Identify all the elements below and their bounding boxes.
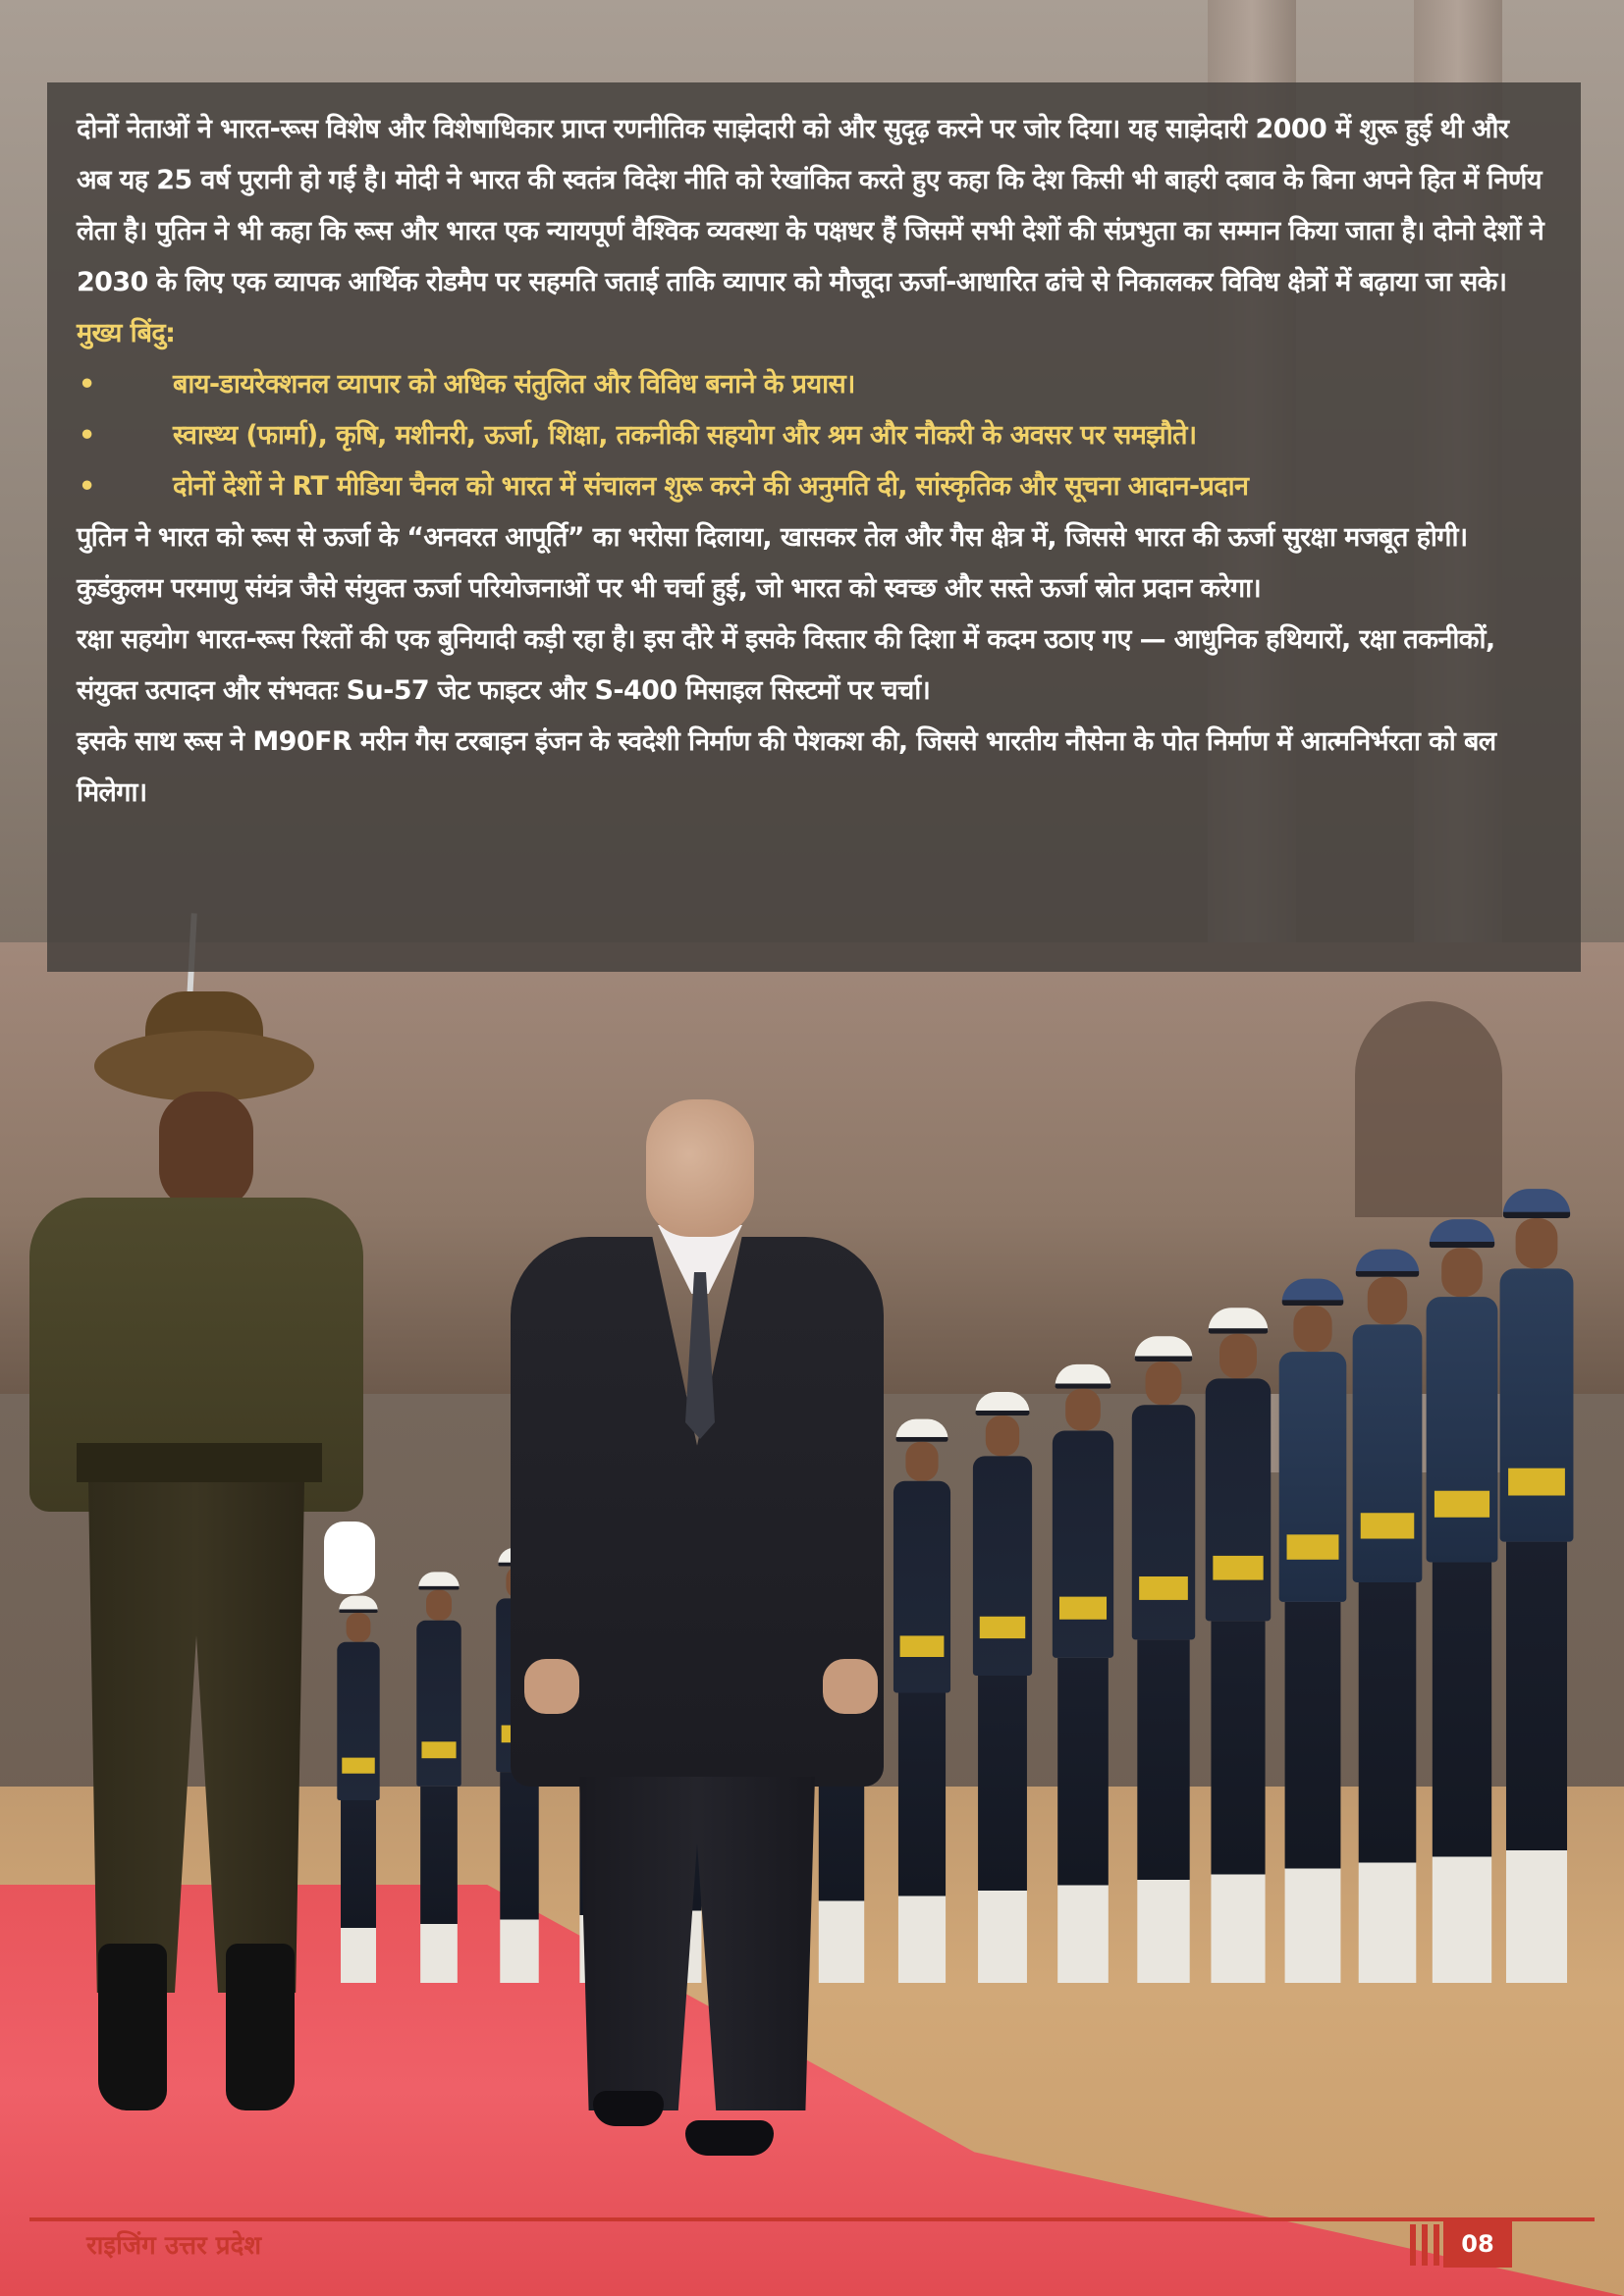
page-number: 08: [1443, 2220, 1512, 2268]
bullet-icon: •: [79, 420, 95, 451]
key-point-item: • बाय-डायरेक्शनल व्यापार को अधिक संतुलित और विविध बनाने के प्रयास।: [77, 359, 1551, 410]
navy-engine-paragraph: इसके साथ रूस ने M90FR मरीन गैस टरबाइन इंजन के स्वदेशी निर्माण की पेशकश की, जिससे भारतीय नौसेना के पोत निर्माण में आत्मनिर्भरता को बल मिलेगा।: [77, 726, 1496, 808]
key-point-item: • स्वास्थ्य (फार्मा), कृषि, मशीनरी, ऊर्जा, शिक्षा, तकनीकी सहयोग और श्रम और नौकरी के अवसर पर समझौते।: [77, 410, 1551, 461]
guard-figure: [1132, 1336, 1195, 1983]
guard-figure: [1427, 1219, 1498, 1983]
white-glove: [324, 1522, 375, 1594]
bullet-icon: •: [79, 471, 95, 502]
tie: [685, 1272, 715, 1439]
bullet-icon: •: [79, 369, 95, 400]
guard-figure: [1053, 1364, 1113, 1983]
guard-figure: [973, 1392, 1032, 1983]
energy-paragraph: पुतिन ने भारत को रूस से ऊर्जा के “अनवरत आपूर्ति” का भरोसा दिलाया, खासकर तेल और गैस क्षेत्र में, जिससे भारत की ऊर्जा सुरक्षा मजबूत होगी।: [77, 522, 1468, 553]
key-points-list: [77, 359, 1551, 512]
footer-stripe: [1422, 2224, 1428, 2266]
article-text-panel: [47, 82, 1581, 972]
guard-figure: [1279, 1279, 1347, 1983]
footer-rule: [29, 2217, 1595, 2221]
defence-paragraph: रक्षा सहयोग भारत-रूस रिश्तों की एक बुनियादी कड़ी रहा है। इस दौरे में इसके विस्तार की दिशा में कदम उठाए गए — आधुनिक हथियारों, रक्षा तकनीकों, संयुक्त उत्पादन और संभवतः Su-57 जेट फाइटर और S-400 मिसाइल सिस्टमों पर चर्चा।: [77, 624, 1495, 706]
guard-figure: [1500, 1189, 1574, 1983]
guard-figure: [416, 1572, 461, 1983]
guard-figure: [893, 1419, 950, 1983]
soldier-figure: [29, 1031, 383, 2130]
footer-stripe: [1434, 2224, 1439, 2266]
guard-figure: [1206, 1308, 1272, 1983]
footer-stripe: [1410, 2224, 1416, 2266]
magazine-title: राइजिंग उत्तर प्रदेश: [86, 2231, 262, 2261]
nuclear-paragraph: कुडंकुलम परमाणु संयंत्र जैसे संयुक्त ऊर्जा परियोजनाओं पर भी चर्चा हुई, जो भारत को स्वच्छ और सस्ते ऊर्जा स्रोत प्रदान करेगा।: [77, 573, 1262, 604]
leader-figure: [511, 1099, 884, 2179]
intro-paragraph: दोनों नेताओं ने भारत-रूस विशेष और विशेषाधिकार प्राप्त रणनीतिक साझेदारी को और सुदृढ़ करने पर जोर दिया। यह साझेदारी 2000 में शुरू हुई थी और अब यह 25 वर्ष पुरानी हो गई है। मोदी ने भारत की स्वतंत्र विदेश नीति को रेखांकित करते हुए कहा कि देश किसी भी बाहरी दबाव के बिना अपने हित में निर्णय लेता है। पुतिन ने भी कहा कि रूस और भारत एक न्यायपूर्ण वैश्विक व्यवस्था के पक्षधर हैं जिसमें सभी देशों की संप्रभुता का सम्मान किया जाता है। दोनो देशों ने 2030 के लिए एक व्यापक आर्थिक रोडमैप पर सहमति जताई ताकि व्यापार को मौजूदा ऊर्जा-आधारित ढांचे से निकालकर विविध क्षेत्रों में बढ़ाया जा सके।: [77, 114, 1544, 297]
key-points-heading: मुख्य बिंदु:: [77, 318, 176, 348]
key-point-item: • दोनों देशों ने RT मीडिया चैनल को भारत में संचालन शुरू करने की अनुमति दी, सांस्कृतिक और सूचना आदान-प्रदान: [77, 461, 1551, 512]
guard-figure: [1353, 1250, 1423, 1983]
building-arch: [1355, 1001, 1502, 1217]
